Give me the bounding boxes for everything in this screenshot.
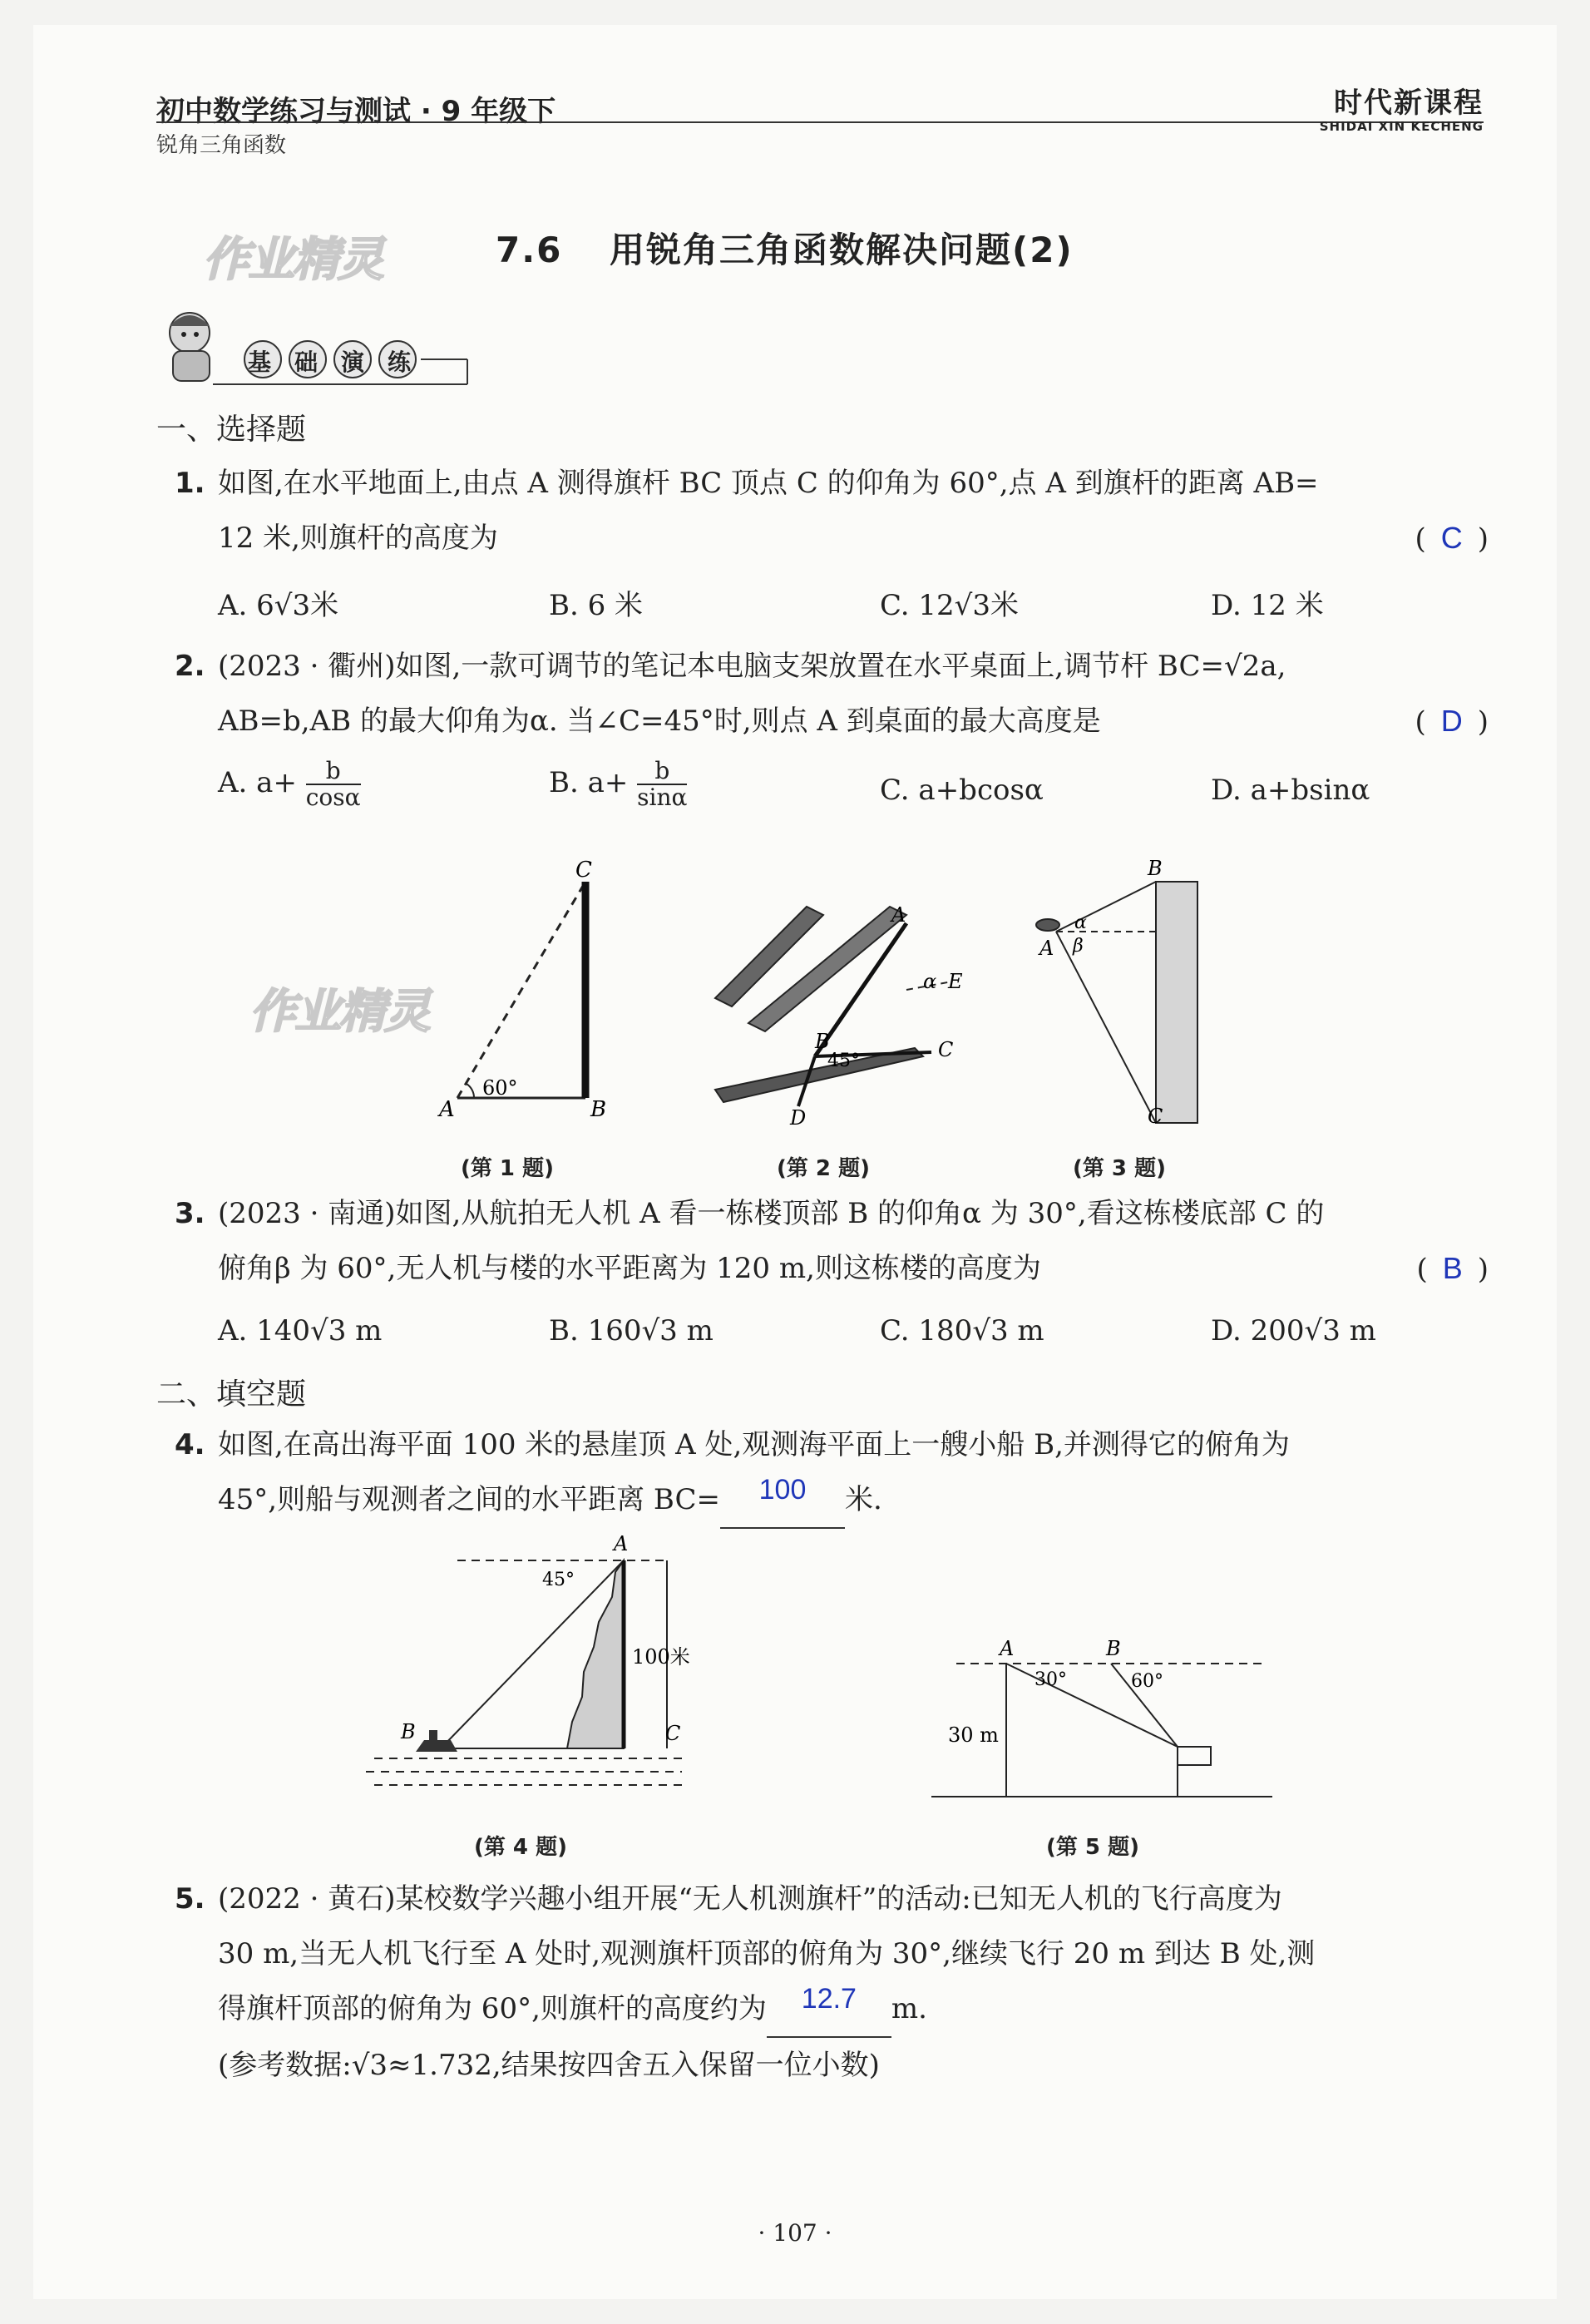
question-text: AB=b,AB 的最大仰角为α. 当∠C=45°时,则点 A 到桌面的最大高度是 bbox=[218, 705, 1101, 738]
label-a: A bbox=[1039, 937, 1054, 960]
option: C. 12√3米 bbox=[880, 589, 1019, 622]
answer-blank bbox=[720, 1472, 845, 1529]
fraction bbox=[306, 759, 361, 810]
option: D. 12 米 bbox=[1211, 589, 1324, 622]
answer: B bbox=[1442, 1251, 1463, 1285]
brand-logo bbox=[1320, 80, 1484, 134]
figure-caption: (第 3 题) bbox=[1073, 1156, 1166, 1181]
answer-bracket: ( B ) bbox=[1416, 1251, 1489, 1286]
brand-name-en: SHIDAI XIN KECHENG bbox=[1319, 119, 1484, 134]
figure-1 bbox=[416, 848, 632, 1131]
drone-icon bbox=[1036, 919, 1059, 931]
label-b: B bbox=[590, 1097, 607, 1122]
answer: D bbox=[1440, 704, 1463, 738]
label-beta: β bbox=[1073, 936, 1084, 957]
answer: 12.7 bbox=[801, 1983, 857, 2015]
section-number: 7.6 bbox=[496, 230, 563, 270]
answer: C bbox=[1440, 521, 1463, 555]
label-alpha: α bbox=[923, 970, 937, 993]
watermark: 作业精灵 bbox=[249, 985, 429, 1039]
denominator: sinα bbox=[637, 784, 688, 811]
question-number: 1. bbox=[175, 467, 205, 500]
boat-icon bbox=[416, 1730, 457, 1752]
label-b: B bbox=[815, 1030, 830, 1053]
label-c: C bbox=[1148, 1105, 1163, 1128]
option bbox=[549, 759, 687, 810]
option: B. 6 米 bbox=[549, 589, 644, 622]
option: D. a+bsinα bbox=[1211, 774, 1370, 807]
label-alpha: α bbox=[1074, 912, 1087, 933]
figure-3 bbox=[1023, 848, 1222, 1131]
book-title: 初中数学练习与测试 · 9 年级下 bbox=[156, 95, 556, 128]
question-number: 3. bbox=[175, 1197, 205, 1230]
option: C. 180√3 m bbox=[880, 1314, 1044, 1347]
question-5 bbox=[175, 1872, 1489, 2093]
angle-label: 60° bbox=[1131, 1671, 1163, 1692]
chapter-label: 锐角三角函数 bbox=[156, 133, 287, 158]
figure-4 bbox=[358, 1530, 707, 1813]
label-a: A bbox=[1000, 1637, 1015, 1660]
answer-bracket: ( D ) bbox=[1415, 704, 1489, 739]
question-text: (2023 · 衢州)如图,一款可调节的笔记本电脑支架放置在水平桌面上,调节杆 BC=√2a, bbox=[218, 650, 1286, 683]
part-heading: 二、填空题 bbox=[156, 1377, 307, 1412]
figure-2 bbox=[699, 890, 965, 1131]
question-text: (2022 · 黄石)某校数学兴趣小组开展“无人机测旗杆”的活动:已知无人机的飞行高度为 bbox=[218, 1882, 1282, 1916]
figure-caption: (第 1 题) bbox=[461, 1156, 554, 1181]
section-name: 用锐角三角函数解决问题(2) bbox=[610, 230, 1074, 270]
figure-caption: (第 5 题) bbox=[1046, 1835, 1139, 1860]
page-number: · 107 · bbox=[758, 2219, 832, 2247]
question-text: 30 m,当无人机飞行至 A 处时,观测旗杆顶部的俯角为 30°,继续飞行 20 m 到达 B 处,测 bbox=[218, 1937, 1316, 1970]
question-number: 4. bbox=[175, 1428, 205, 1461]
angle-label: 45° bbox=[542, 1570, 575, 1590]
question-text: 如图,在水平地面上,由点 A 测得旗杆 BC 顶点 C 的仰角为 60°,点 A 到旗杆的距离 AB= bbox=[218, 467, 1319, 500]
figure-caption: (第 2 题) bbox=[777, 1156, 870, 1181]
figure-caption: (第 4 题) bbox=[474, 1835, 567, 1860]
question-text: m. bbox=[891, 1992, 927, 2025]
label-c: C bbox=[938, 1038, 954, 1061]
question-text: 如图,在高出海平面 100 米的悬崖顶 A 处,观测海平面上一艘小船 B,并测得它的俯角为 bbox=[218, 1428, 1290, 1461]
label-a: A bbox=[439, 1097, 455, 1122]
reference-note: (参考数据:√3≈1.732,结果按四舍五入保留一位小数) bbox=[218, 2049, 880, 2082]
question-1 bbox=[175, 456, 1489, 566]
angle-label: 60° bbox=[482, 1076, 518, 1100]
label-b: B bbox=[401, 1720, 416, 1743]
label-c: C bbox=[575, 858, 592, 883]
label-c: C bbox=[665, 1722, 681, 1745]
figure-5 bbox=[923, 1630, 1289, 1813]
label-b: B bbox=[1106, 1637, 1121, 1660]
option-prefix: B. a+ bbox=[549, 766, 629, 799]
header-rule bbox=[156, 121, 1484, 123]
height-label: 100米 bbox=[632, 1645, 690, 1669]
option: A. 6√3米 bbox=[218, 589, 339, 622]
label-e: E bbox=[948, 970, 963, 993]
option bbox=[218, 759, 361, 810]
answer-blank bbox=[767, 1981, 891, 2038]
question-text: 俯角β 为 60°,无人机与楼的水平距离为 120 m,则这栋楼的高度为 bbox=[218, 1252, 1041, 1285]
question-text: 米. bbox=[845, 1483, 882, 1516]
question-text: 得旗杆顶部的俯角为 60°,则旗杆的高度约为 bbox=[218, 1992, 767, 2025]
option: B. 160√3 m bbox=[549, 1314, 714, 1347]
question-text: (2023 · 南通)如图,从航拍无人机 A 看一栋楼顶部 B 的仰角α 为 30°,看这栋楼底部 C 的 bbox=[218, 1197, 1325, 1230]
question-4 bbox=[175, 1417, 1489, 1529]
fraction bbox=[637, 759, 687, 810]
question-text: 12 米,则旗杆的高度为 bbox=[218, 522, 498, 555]
angle-label: 30° bbox=[1034, 1669, 1067, 1690]
label-d: D bbox=[790, 1106, 807, 1130]
part-heading: 一、选择题 bbox=[156, 413, 307, 447]
question-2 bbox=[175, 639, 1489, 749]
numerator: b bbox=[306, 759, 361, 785]
numerator: b bbox=[637, 759, 687, 785]
answer: 100 bbox=[758, 1474, 807, 1506]
denominator: cosα bbox=[305, 784, 361, 811]
section-title bbox=[496, 223, 1074, 273]
option: A. 140√3 m bbox=[218, 1314, 383, 1347]
option: D. 200√3 m bbox=[1211, 1314, 1376, 1347]
flag-icon bbox=[1178, 1747, 1211, 1765]
answer-bracket: ( C ) bbox=[1415, 521, 1489, 556]
brand-name: 时代新课程 bbox=[1334, 87, 1484, 120]
question-text: 45°,则船与观测者之间的水平距离 BC= bbox=[218, 1483, 720, 1516]
question-number: 2. bbox=[175, 650, 205, 683]
question-number: 5. bbox=[175, 1882, 205, 1916]
question-3 bbox=[175, 1186, 1489, 1296]
label-b: B bbox=[1148, 857, 1163, 880]
height-label: 30 m bbox=[948, 1723, 999, 1747]
watermark: 作业精灵 bbox=[203, 233, 383, 287]
label-a: A bbox=[891, 903, 906, 927]
badge-label: 基础演练 bbox=[248, 349, 435, 376]
label-a: A bbox=[614, 1532, 629, 1555]
option-prefix: A. a+ bbox=[218, 766, 297, 799]
option: C. a+bcosα bbox=[880, 774, 1044, 807]
angle-label: 45° bbox=[827, 1051, 860, 1071]
